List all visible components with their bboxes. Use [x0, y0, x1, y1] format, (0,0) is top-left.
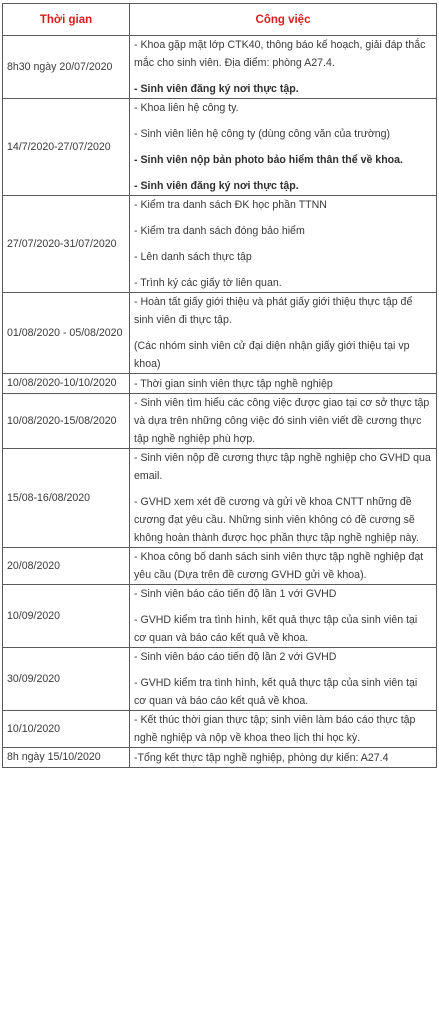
work-cell [130, 548, 437, 585]
table-row [3, 394, 437, 449]
work-item: - Thời gian sinh viên thực tập nghề nghiệp [134, 377, 333, 390]
table-row [3, 449, 437, 548]
work-cell [130, 99, 437, 196]
table-row [3, 36, 437, 99]
time-cell: 15/08-16/08/2020 [3, 449, 130, 548]
work-item: - Kiểm tra danh sách ĐK học phần TTNN [134, 199, 327, 211]
work-cell [130, 585, 437, 648]
work-cell [130, 648, 437, 711]
time-cell: 10/10/2020 [3, 711, 130, 748]
work-item: - Kết thúc thời gian thực tập; sinh viên làm báo cáo thực tập nghề nghiệp và nộp về khoa theo lịch thi học kỳ. [134, 714, 416, 744]
work-cell [130, 449, 437, 548]
work-cell [130, 374, 437, 394]
work-item: - Hoàn tất giấy giới thiệu và phát giấy giới thiệu thực tập để sinh viên đi thực tập. [134, 296, 413, 326]
work-item: - Sinh viên đăng ký nơi thực tập. [134, 83, 299, 95]
work-item: - Sinh viên nộp đề cương thực tập nghề nghiệp cho GVHD qua email. [134, 452, 431, 482]
work-item: - Sinh viên tìm hiểu các công việc được giao tại cơ sở thực tập và dựa trên những công việc đó sinh viên viết đề cương thực tập nghề nghiệp phù hợp. [134, 397, 430, 445]
time-cell: 30/09/2020 [3, 648, 130, 711]
time-cell: 01/08/2020 - 05/08/2020 [3, 293, 130, 374]
work-item: - Sinh viên đăng ký nơi thực tập. [134, 180, 299, 192]
work-item: - Sinh viên báo cáo tiến độ lần 1 với GVHD [134, 588, 337, 600]
header-row [3, 4, 437, 36]
table-row [3, 648, 437, 711]
work-cell [130, 196, 437, 293]
header-work: Công việc [130, 4, 437, 36]
work-item: (Các nhóm sinh viên cử đại diện nhận giấy giới thiệu tại vp khoa) [134, 340, 410, 370]
table-row [3, 585, 437, 648]
time-cell: 8h ngày 15/10/2020 [3, 748, 130, 768]
work-item: - Sinh viên báo cáo tiến độ lần 2 với GVHD [134, 651, 337, 663]
work-cell [130, 394, 437, 449]
work-item: - GVHD kiểm tra tình hình, kết quả thực tập của sinh viên tại cơ quan và báo cáo kết quả về khoa. [134, 677, 418, 707]
work-item: - Sinh viên nộp bản photo bảo hiểm thân thể về khoa. [134, 154, 403, 166]
work-item: - Khoa công bố danh sách sinh viên thực tập nghề nghiệp đạt yêu cầu (Dựa trên đề cương GVHD gửi về khoa). [134, 551, 424, 581]
time-cell: 27/07/2020-31/07/2020 [3, 196, 130, 293]
work-item: - Khoa liên hệ công ty. [134, 102, 239, 114]
time-cell: 10/08/2020-15/08/2020 [3, 394, 130, 449]
table-row [3, 548, 437, 585]
work-cell [130, 711, 437, 748]
work-item: - GVHD xem xét đề cương và gửi về khoa CNTT những đề cương đạt yêu cầu. Những sinh viên không có đề cương sẽ không hoàn thành được học phần thực tập nghề nghiệp này. [134, 496, 419, 544]
work-item: - Kiểm tra danh sách đóng bảo hiểm [134, 225, 305, 237]
table-row [3, 99, 437, 196]
work-item: - Khoa gặp mặt lớp CTK40, thông báo kế hoạch, giải đáp thắc mắc cho sinh viên. Địa điểm: phòng A27.4. [134, 39, 426, 69]
table-row [3, 711, 437, 748]
work-item: - Lên danh sách thực tập [134, 251, 252, 263]
time-cell: 20/08/2020 [3, 548, 130, 585]
work-item: - GVHD kiểm tra tình hình, kết quả thực tập của sinh viên tại cơ quan và báo cáo kết quả về khoa. [134, 614, 418, 644]
table-row [3, 748, 437, 768]
work-cell [130, 36, 437, 99]
table-row [3, 293, 437, 374]
work-cell [130, 748, 437, 768]
work-item: -Tổng kết thực tập nghề nghiệp, phòng dự kiến: A27.4 [134, 751, 389, 764]
schedule-body [3, 36, 437, 768]
work-item: - Trình ký các giấy tờ liên quan. [134, 277, 282, 289]
work-cell [130, 293, 437, 374]
work-item: - Sinh viên liên hệ công ty (dùng công văn của trường) [134, 128, 391, 140]
header-time: Thời gian [3, 4, 130, 36]
table-row [3, 374, 437, 394]
schedule-table [2, 3, 437, 768]
time-cell: 14/7/2020-27/07/2020 [3, 99, 130, 196]
time-cell: 10/08/2020-10/10/2020 [3, 374, 130, 394]
time-cell: 10/09/2020 [3, 585, 130, 648]
table-row [3, 196, 437, 293]
time-cell: 8h30 ngày 20/07/2020 [3, 36, 130, 99]
